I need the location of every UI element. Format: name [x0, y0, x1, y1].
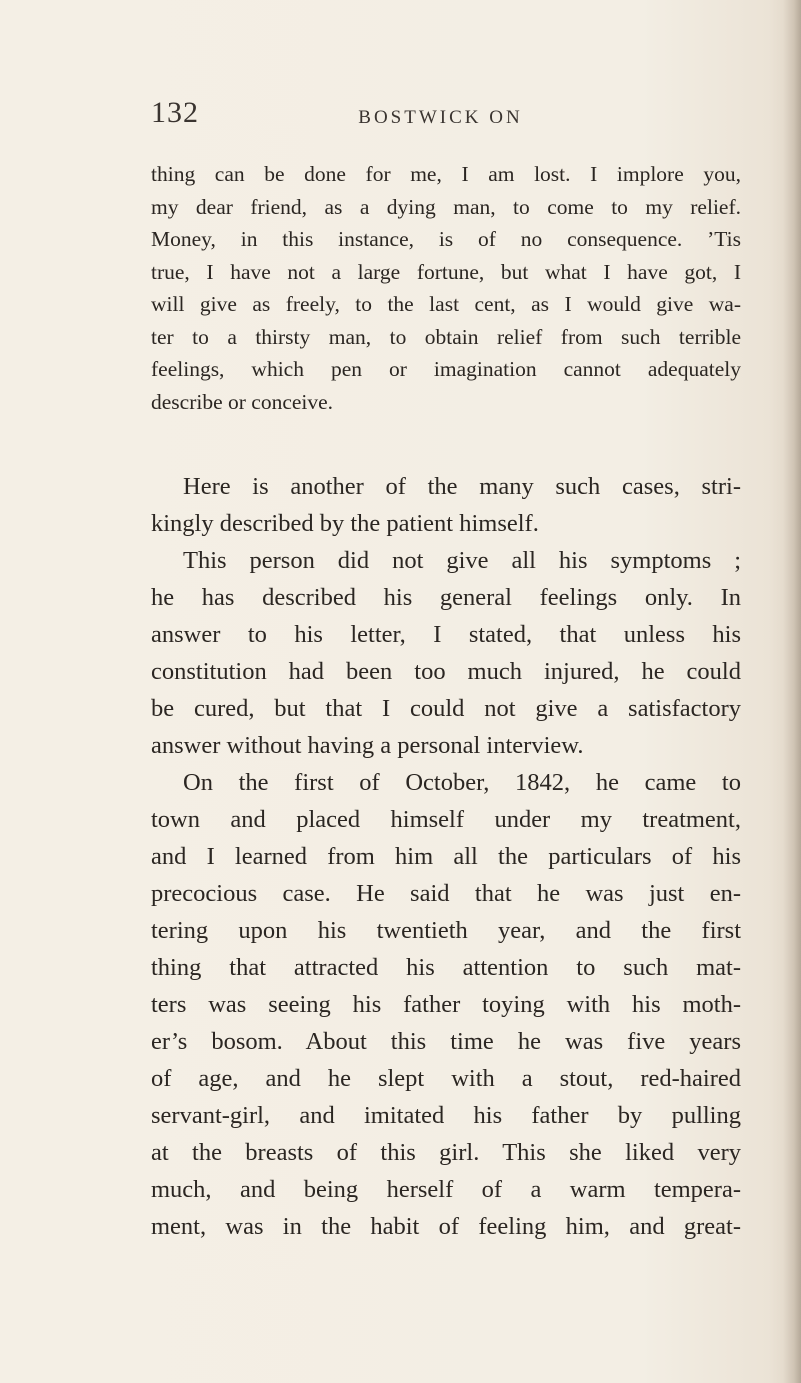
text-line: much, and being herself of a warm tempera-	[151, 1176, 741, 1203]
text-line: answer without having a personal interview.	[151, 732, 584, 759]
text-line: Money, in this instance, is of no consequence. ’Tis	[151, 227, 741, 251]
text-line: precocious case. He said that he was just en-	[151, 880, 741, 907]
text-line: ter to a thirsty man, to obtain relief from such terrible	[151, 324, 741, 349]
text-line: he has described his general feelings only. In	[151, 584, 741, 611]
text-line: town and placed himself under my treatment,	[151, 806, 741, 833]
text-line: er’s bosom. About this time he was five years	[151, 1028, 741, 1055]
text-line: Here is another of the many such cases, stri-	[183, 473, 741, 500]
main-text	[151, 468, 741, 1245]
text-line: my dear friend, as a dying man, to come to my relief.	[151, 194, 741, 219]
text-line: ters was seeing his father toying with his moth-	[151, 991, 741, 1018]
text-line: and I learned from him all the particulars of his	[151, 843, 741, 870]
text-line: of age, and he slept with a stout, red-haired	[151, 1065, 741, 1092]
text-line: tering upon his twentieth year, and the first	[151, 917, 741, 944]
page-edge-shadow	[783, 0, 801, 1383]
text-line: answer to his letter, I stated, that unless his	[151, 621, 741, 648]
text-line: thing that attracted his attention to such mat-	[151, 954, 741, 981]
text-line: feelings, which pen or imagination cannot adequately	[151, 357, 741, 381]
text-line: true, I have not a large fortune, but what I have got, I	[151, 259, 741, 284]
text-line: On the first of October, 1842, he came to	[183, 769, 741, 796]
letter-excerpt	[151, 158, 741, 418]
running-head: BOSTWICK ON	[358, 107, 523, 128]
text-line: at the breasts of this girl. This she liked very	[151, 1139, 741, 1166]
text-line: servant-girl, and imitated his father by pulling	[151, 1102, 741, 1129]
text-line: constitution had been too much injured, he could	[151, 658, 741, 685]
page-number: 132	[151, 96, 199, 129]
text-line: be cured, but that I could not give a satisfactory	[151, 695, 741, 722]
text-line: will give as freely, to the last cent, as I would give wa-	[151, 292, 741, 316]
text-line: kingly described by the patient himself.	[151, 510, 539, 537]
text-line: This person did not give all his symptoms ;	[183, 547, 741, 574]
text-line: ment, was in the habit of feeling him, and great-	[151, 1213, 741, 1240]
text-line: thing can be done for me, I am lost. I implore you,	[151, 162, 741, 186]
text-line: describe or conceive.	[151, 389, 334, 414]
